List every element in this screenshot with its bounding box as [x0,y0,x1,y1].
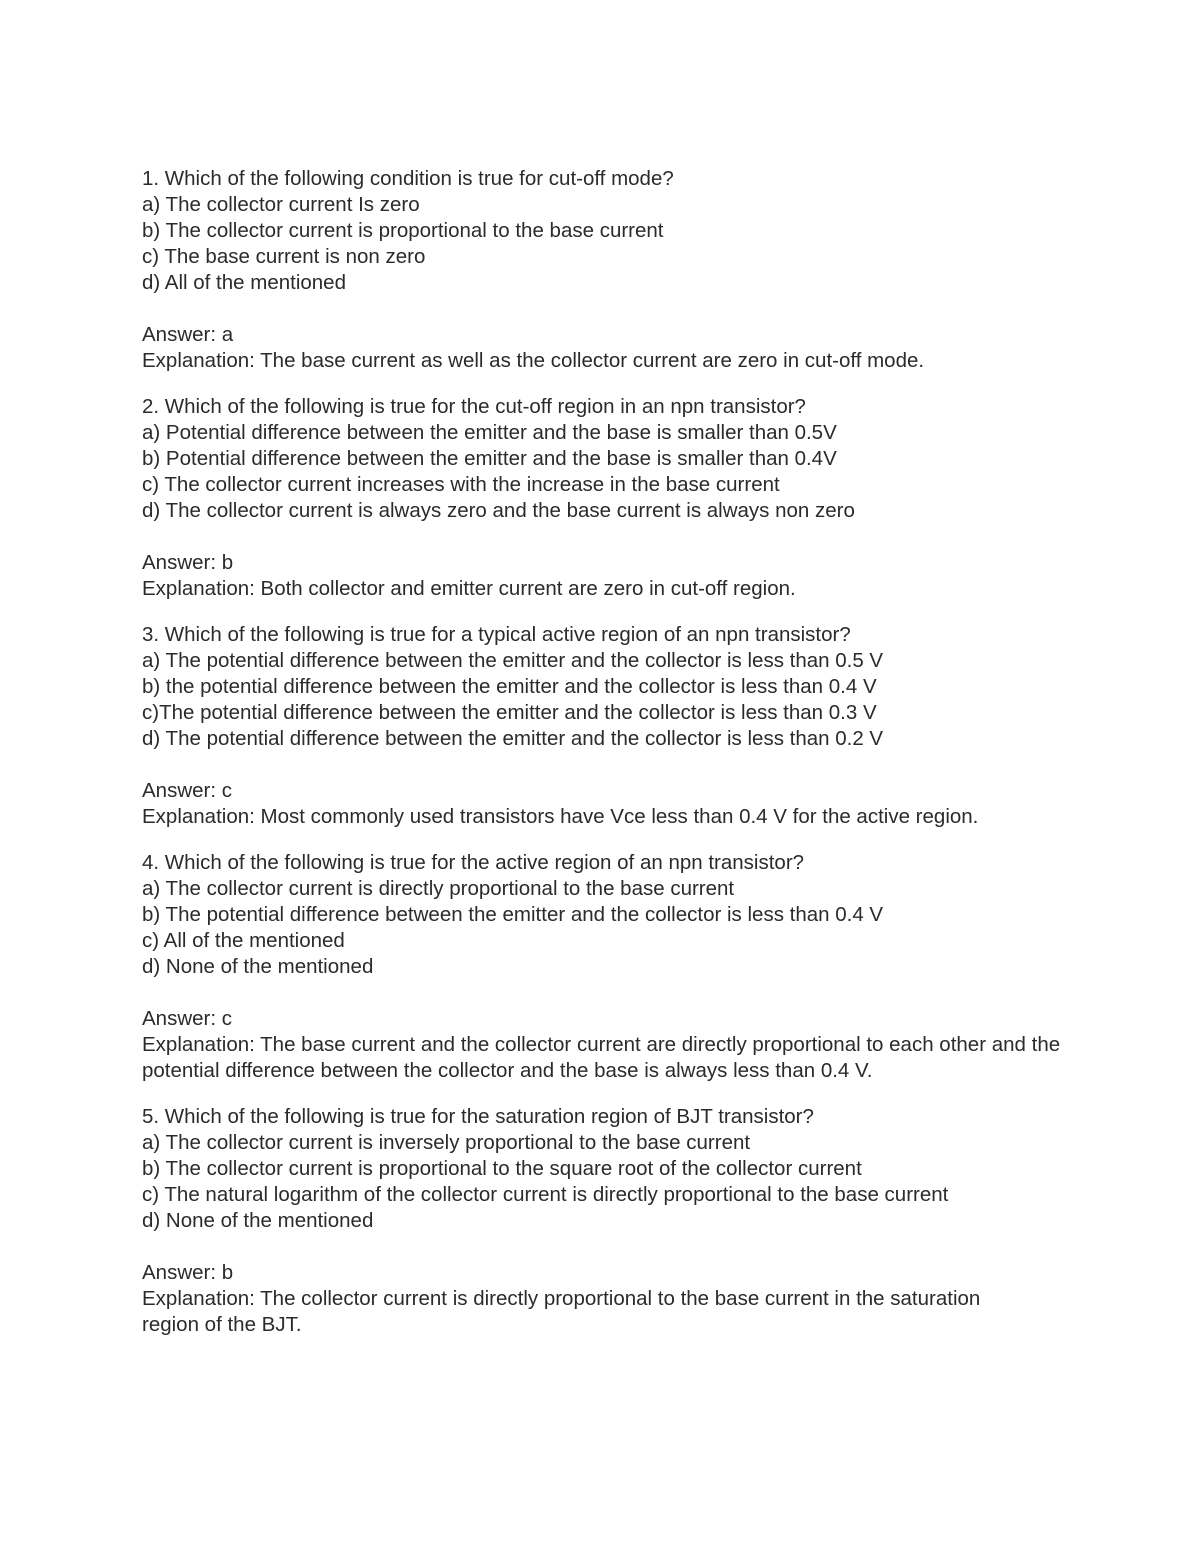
question-block-2 [142,394,1102,602]
answer-text: Answer: b [142,1261,234,1284]
answer-text: Answer: a [142,323,234,346]
explanation-text: Explanation: The base current as well as the collector current are zero in cut-off mode. [142,349,925,372]
question-text: 3. Which of the following is true for a typical active region of an npn transistor? [142,623,851,646]
question-block-4 [142,850,1102,1084]
option-b: b) Potential difference between the emitter and the base is smaller than 0.4V [142,447,837,470]
option-b: b) The collector current is proportional to the square root of the collector current [142,1157,862,1180]
option-c: c) The collector current increases with the increase in the base current [142,473,780,496]
answer-text: Answer: b [142,551,234,574]
option-d: d) None of the mentioned [142,955,374,978]
answer-text: Answer: c [142,779,232,802]
option-a: a) The collector current is directly proportional to the base current [142,877,735,900]
option-a: a) The collector current Is zero [142,193,420,216]
option-b: b) The collector current is proportional to the base current [142,219,664,242]
question-block-3 [142,622,1102,830]
document-page [142,166,1102,1338]
option-d: d) The potential difference between the emitter and the collector is less than 0.2 V [142,727,884,750]
question-block-1 [142,166,1102,374]
option-a: a) Potential difference between the emitter and the base is smaller than 0.5V [142,421,837,444]
option-b: b) The potential difference between the emitter and the collector is less than 0.4 V [142,903,884,926]
option-a: a) The potential difference between the emitter and the collector is less than 0.5 V [142,649,884,672]
question-text: 2. Which of the following is true for the cut-off region in an npn transistor? [142,395,806,418]
answer-text: Answer: c [142,1007,232,1030]
question-text: 5. Which of the following is true for the saturation region of BJT transistor? [142,1105,814,1128]
question-text: 4. Which of the following is true for the active region of an npn transistor? [142,851,805,874]
explanation-text: Explanation: The collector current is directly proportional to the base current in the saturation region of the BJT. [142,1287,981,1336]
option-c: c)The potential difference between the emitter and the collector is less than 0.3 V [142,701,877,724]
option-b: b) the potential difference between the emitter and the collector is less than 0.4 V [142,675,877,698]
option-c: c) All of the mentioned [142,929,345,952]
question-text: 1. Which of the following condition is true for cut-off mode? [142,167,674,190]
option-a: a) The collector current is inversely proportional to the base current [142,1131,751,1154]
option-d: d) All of the mentioned [142,271,346,294]
explanation-text: Explanation: Most commonly used transistors have Vce less than 0.4 V for the active region. [142,805,979,828]
option-d: d) The collector current is always zero and the base current is always non zero [142,499,855,522]
option-c: c) The natural logarithm of the collector current is directly proportional to the base current [142,1183,949,1206]
option-d: d) None of the mentioned [142,1209,374,1232]
question-block-5 [142,1104,1102,1338]
explanation-text: Explanation: Both collector and emitter current are zero in cut-off region. [142,577,796,600]
option-c: c) The base current is non zero [142,245,426,268]
explanation-text: Explanation: The base current and the collector current are directly proportional to each other and the potential difference between the collector and the base is always less than 0.4 V. [142,1033,1061,1082]
